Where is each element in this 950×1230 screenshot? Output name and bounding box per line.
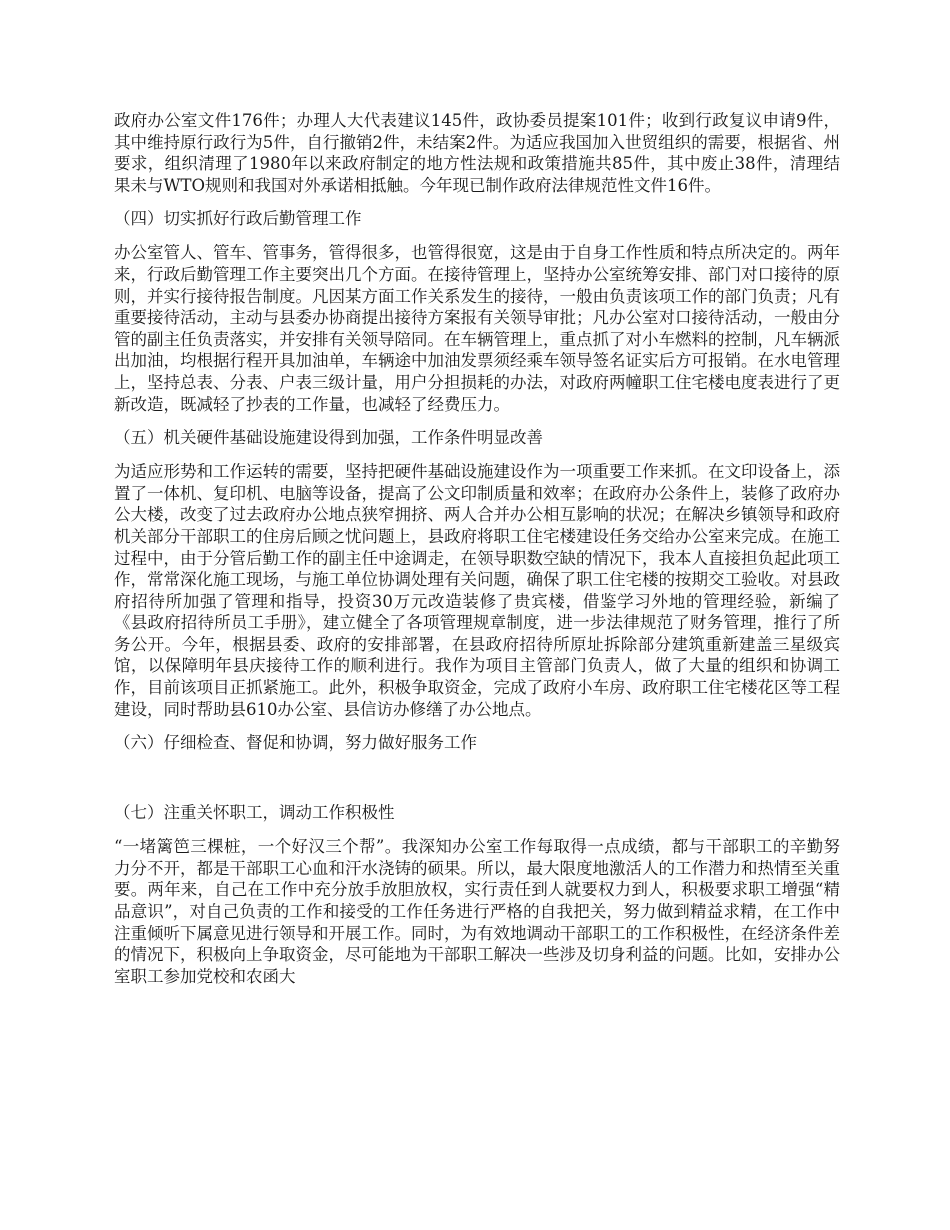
heading-service-work: （六）仔细检查、督促和协调，努力做好服务工作 bbox=[114, 733, 477, 753]
heading-infrastructure: （五）机关硬件基础设施建设得到加强，工作条件明显改善 bbox=[114, 428, 543, 448]
paragraph-infrastructure: 为适应形势和工作运转的需要，坚持把硬件基础设施建设作为一项重要工作来抓。在文印设备上，添置了一体机、复印机、电脑等设备，提高了公文印制质量和效率；在政府办公条件上，装修了政府办公大楼，改变了过去政府办公地点狭窄拥挤、两人合并办公相互影响的状况；在解决乡镇领导和政府机关部分干部职工的住房后顾之忧问题上，县政府将职工住宅楼建设任务交给办公室来完成。在施工过程中，由于分管后勤工作的副主任中途调走，在领导职数空缺的情况下，我本人直接担负起此项工作，常常深化施工现场，与施工单位协调处理有关问题，确保了职工住宅楼的按期交工验收。对县政府招待所加强了管理和指导，投资30万元改造装修了贵宾楼，借鉴学习外地的管理经验，新编了《县政府招待所员工手册》，建立健全了各项管理规章制度，进一步法律规范了财务管理，推行了所务公开。今年，根据县委、政府的安排部署，在县政府招待所原址拆除部分建筑重新建盖三星级宾馆，以保障明年县庆接待工作的顺利进行。我作为项目主管部门负责人，做了大量的组织和协调工作，目前该项目正抓紧施工。此外，积极争取资金，完成了政府小车房、政府职工住宅楼花区等工程建设，同时帮助县610办公室、县信访办修缮了办公地点。 bbox=[114, 462, 840, 719]
paragraph-staff-care: “一堵篱笆三棵桩，一个好汉三个帮”。我深知办公室工作每取得一点成绩，都与干部职工的辛勤努力分不开，都是干部职工心血和汗水浇铸的硕果。所以，最大限度地激活人的工作潜力和热情至关重要。两年来，自己在工作中充分放手放胆放权，实行责任到人就要权力到人，积极要求职工增强“精品意识”，对自己负责的工作和接受的工作任务进行严格的自我把关，努力做到精益求精，在工作中注重倾听下属意见进行领导和开展工作。同时，为有效地调动干部职工的工作积极性，在经济条件差的情况下，积极向上争取资金，尽可能地为干部职工解决一些涉及切身利益的问题。比如，安排办公室职工参加党校和农函大 bbox=[114, 837, 840, 986]
paragraph-files-handled: 政府办公室文件176件；办理人大代表建议145件，政协委员提案101件；收到行政复议申请9件，其中维持原行政行为5件，自行撤销2件，未结案2件。为适应我国加入世贸组织的需要，根据省、州要求，组织清理了1980年以来政府制定的地方性法规和政策措施共85件，其中废止38件，清理结果未与WTO规则和我国对外承诺相抵触。今年现已制作政府法律规范性文件16件。 bbox=[114, 111, 840, 195]
paragraph-logistics-management: 办公室管人、管车、管事务，管得很多，也管得很宽，这是由于自身工作性质和特点所决定的。两年来，行政后勤管理工作主要突出几个方面。在接待管理上，坚持办公室统筹安排、部门对口接待的原则，并实行接待报告制度。凡因某方面工作关系发生的接待，一般由负责该项工作的部门负责；凡有重要接待活动，主动与县委办协商提出接待方案报有关领导审批；凡办公室对口接待活动，一般由分管的副主任负责落实，并安排有关领导陪同。在车辆管理上，重点抓了对小车燃料的控制，凡车辆派出加油，均根据行程开具加油单，车辆途中加油发票须经乘车领导签名证实后方可报销。在水电管理上，坚持总表、分表、户表三级计量，用户分担损耗的办法，对政府两幢职工住宅楼电度表进行了更新改造，既减轻了抄表的工作量，也减轻了经费压力。 bbox=[114, 243, 840, 414]
document-page bbox=[114, 110, 840, 987]
heading-staff-care: （七）注重关怀职工，调动工作积极性 bbox=[114, 803, 395, 823]
heading-logistics-management: （四）切实抓好行政后勤管理工作 bbox=[114, 209, 362, 229]
